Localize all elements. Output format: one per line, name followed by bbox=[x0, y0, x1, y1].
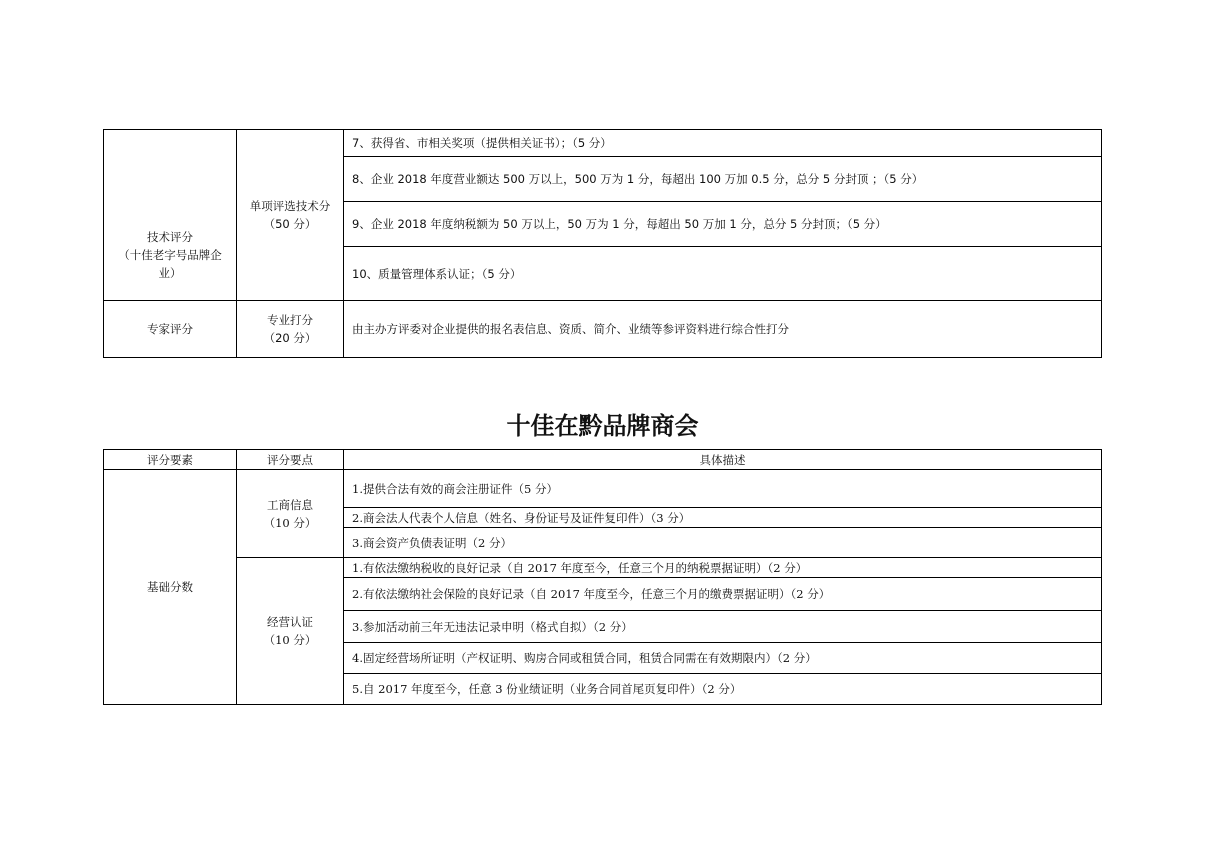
tech-criterion-10: 10、质量管理体系认证；（5 分） bbox=[344, 247, 1102, 301]
business-info-item-2: 2.商会法人代表个人信息（姓名、身份证号及证件复印件）（3 分） bbox=[344, 508, 1102, 528]
expert-score-category: 专家评分 bbox=[104, 301, 237, 358]
tech-score-point-line1: 单项评选技术分 bbox=[249, 199, 331, 213]
business-info-point-line1: 工商信息 bbox=[267, 497, 313, 512]
operation-cert-point-line2: （10 分） bbox=[263, 633, 317, 647]
business-info-item-3: 3.商会资产负债表证明（2 分） bbox=[344, 528, 1102, 558]
operation-cert-point-line1: 经营认证 bbox=[267, 615, 313, 629]
expert-score-point-line2: （20 分） bbox=[263, 331, 317, 345]
business-info-point-line2: （10 分） bbox=[263, 515, 317, 530]
operation-cert-item-4: 4.固定经营场所证明（产权证明、购房合同或租赁合同，租赁合同需在有效期限内）（2 分） bbox=[344, 643, 1102, 674]
operation-cert-item-3: 3.参加活动前三年无违法记录申明（格式自拟）（2 分） bbox=[344, 611, 1102, 643]
tech-score-category-line1: 技术评分 bbox=[147, 230, 193, 244]
header-scoring-point: 评分要点 bbox=[237, 450, 344, 470]
operation-cert-point bbox=[237, 558, 344, 705]
header-scoring-element: 评分要素 bbox=[104, 450, 237, 470]
tech-score-category-line3: 业） bbox=[158, 266, 182, 280]
basic-score-category: 基础分数 bbox=[104, 470, 237, 705]
header-description: 具体描述 bbox=[344, 450, 1102, 470]
expert-score-point bbox=[237, 301, 344, 358]
expert-score-point-line1: 专业打分 bbox=[267, 313, 313, 327]
tech-criterion-9: 9、企业 2018 年度纳税额为 50 万以上，50 万为 1 分，每超出 50 万加 1 分，总分 5 分封顶；（5 分） bbox=[344, 202, 1102, 247]
chamber-scoring-table bbox=[103, 449, 1102, 705]
tech-score-category-line2: （十佳老字号品牌企 bbox=[118, 248, 222, 262]
operation-cert-item-5: 5.自 2017 年度至今，任意 3 份业绩证明（业务合同首尾页复印件）（2 分） bbox=[344, 674, 1102, 705]
tech-score-point-line2: （50 分） bbox=[263, 217, 317, 231]
tech-scoring-table bbox=[103, 129, 1102, 358]
expert-score-description: 由主办方评委对企业提供的报名表信息、资质、简介、业绩等参评资料进行综合性打分 bbox=[344, 301, 1102, 358]
section-title: 十佳在黔品牌商会 bbox=[506, 412, 699, 440]
tech-criterion-8: 8、企业 2018 年度营业额达 500 万以上，500 万为 1 分，每超出 100 万加 0.5 分，总分 5 分封顶 ；（5 分） bbox=[344, 157, 1102, 202]
tech-score-point bbox=[237, 130, 344, 301]
business-info-item-1: 1.提供合法有效的商会注册证件（5 分） bbox=[344, 470, 1102, 508]
tech-criterion-7: 7、获得省、市相关奖项（提供相关证书）；（5 分） bbox=[344, 130, 1102, 157]
business-info-point bbox=[237, 470, 344, 558]
operation-cert-item-2: 2.有依法缴纳社会保险的良好记录（自 2017 年度至今，任意三个月的缴费票据证明）（2 分） bbox=[344, 578, 1102, 611]
operation-cert-item-1: 1.有依法缴纳税收的良好记录（自 2017 年度至今，任意三个月的纳税票据证明）（2 分） bbox=[344, 558, 1102, 578]
tech-score-category bbox=[104, 130, 237, 301]
